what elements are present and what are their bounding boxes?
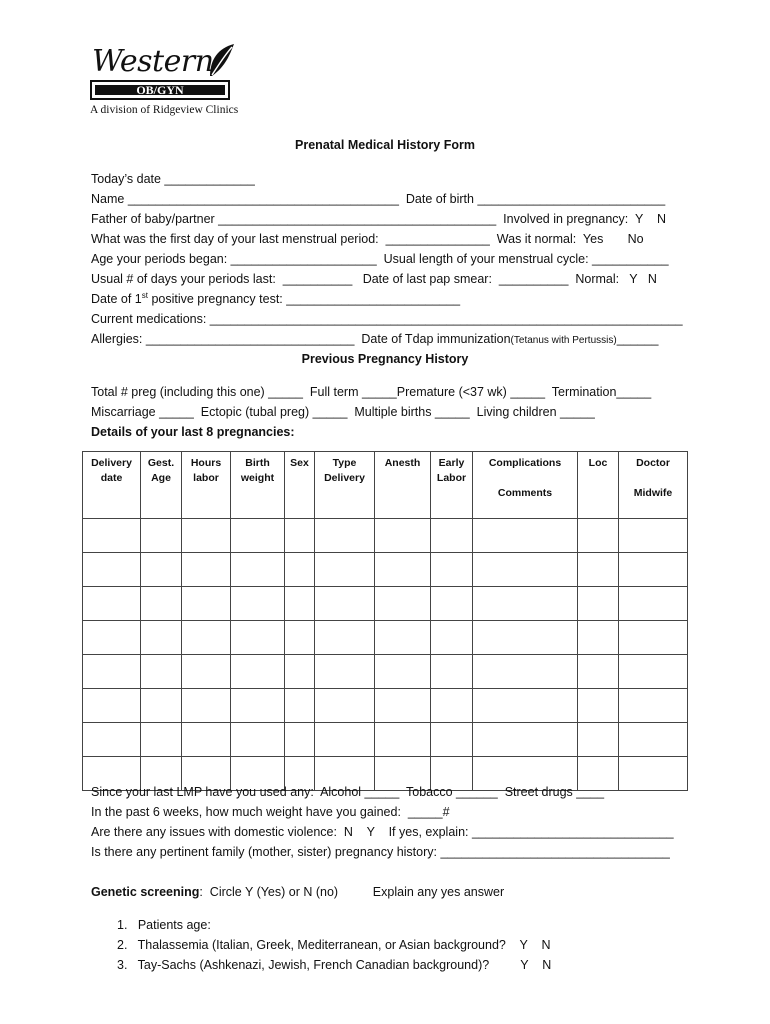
lmp-line[interactable]: What was the first day of your last menstrual period: _______________ Was it normal: Yes No [91, 232, 644, 246]
weight-gain-line[interactable]: In the past 6 weeks, how much weight have you gained: _____# [91, 805, 450, 819]
column-header-text: Birth [245, 457, 270, 469]
column-header-text: Delivery [324, 472, 365, 484]
table-cell[interactable] [473, 723, 578, 757]
table-cell[interactable] [375, 689, 431, 723]
column-header-text: weight [240, 472, 275, 484]
column-header [182, 452, 231, 519]
table-cell[interactable] [231, 553, 285, 587]
table-row [83, 723, 688, 757]
table-body [83, 519, 688, 791]
logo-subtitle: A division of Ridgeview Clinics [90, 104, 239, 116]
genetic-screening-line [91, 884, 504, 900]
table-cell[interactable] [315, 655, 375, 689]
table-cell[interactable] [473, 689, 578, 723]
table-cell[interactable] [182, 621, 231, 655]
leaf-icon [204, 42, 238, 78]
table-cell[interactable] [231, 519, 285, 553]
table-cell[interactable] [141, 621, 182, 655]
column-header-text: Doctor [636, 457, 670, 469]
table-cell[interactable] [231, 621, 285, 655]
pregnancy-test-prefix: Date of 1 [91, 292, 142, 306]
table-cell[interactable] [473, 519, 578, 553]
table-cell[interactable] [182, 689, 231, 723]
genetic-screening-label: Genetic screening [91, 885, 200, 899]
table-cell[interactable] [141, 723, 182, 757]
table-cell[interactable] [141, 689, 182, 723]
table-cell[interactable] [315, 621, 375, 655]
clinic-logo [88, 40, 248, 122]
table-cell[interactable] [285, 723, 315, 757]
table-cell[interactable] [375, 723, 431, 757]
table-cell[interactable] [431, 553, 473, 587]
table-cell[interactable] [83, 723, 141, 757]
table-cell[interactable] [473, 553, 578, 587]
column-header-text: Sex [290, 457, 309, 469]
todays-date-line[interactable]: Today’s date _____________ [91, 172, 255, 186]
genetic-item-thalassemia[interactable]: 2. Thalassemia (Italian, Greek, Mediterranean, or Asian background? Y N [117, 938, 551, 952]
period-days-line[interactable]: Usual # of days your periods last: __________ Date of last pap smear: __________ Normal: Y N [91, 272, 657, 286]
table-row [83, 621, 688, 655]
table-cell[interactable] [431, 655, 473, 689]
name-dob-line[interactable]: Name _______________________________________ Date of birth ___________________________ [91, 192, 666, 206]
logo-wordmark: Western [92, 44, 214, 79]
pregnancy-details-table [82, 451, 688, 791]
column-header [315, 452, 375, 519]
table-cell[interactable] [619, 689, 688, 723]
table-cell[interactable] [375, 655, 431, 689]
column-header-text: labor [193, 472, 219, 484]
table-cell[interactable] [285, 655, 315, 689]
table-cell[interactable] [431, 723, 473, 757]
column-header [285, 452, 315, 519]
column-header-text: Age [151, 472, 171, 484]
table-cell[interactable] [182, 723, 231, 757]
table-cell[interactable] [578, 621, 619, 655]
genetic-screening-text: : Circle Y (Yes) or N (no) Explain any yes answer [199, 885, 505, 899]
column-header-text: Early [438, 457, 465, 469]
table-cell[interactable] [141, 587, 182, 621]
column-header-text: Comments [497, 487, 553, 499]
table-cell[interactable] [375, 519, 431, 553]
column-header-text: Anesth [384, 457, 421, 469]
column-header-text: Gest. [147, 457, 175, 469]
table-cell[interactable] [231, 655, 285, 689]
column-header [619, 452, 688, 519]
column-header [231, 452, 285, 519]
table-cell[interactable] [315, 587, 375, 621]
table-cell[interactable] [473, 621, 578, 655]
table-cell[interactable] [431, 621, 473, 655]
column-header [141, 452, 182, 519]
column-header-text: Loc [588, 457, 608, 469]
table-row [83, 519, 688, 553]
column-header-text: Midwife [633, 487, 673, 499]
column-header [375, 452, 431, 519]
table-header-row [83, 452, 688, 519]
domestic-violence-line[interactable]: Are there any issues with domestic violence: N Y If yes, explain: _____________________________ [91, 825, 674, 839]
table-cell[interactable] [285, 621, 315, 655]
table-cell[interactable] [182, 655, 231, 689]
table-row [83, 587, 688, 621]
genetic-item-tay-sachs[interactable]: 3. Tay-Sachs (Ashkenazi, Jewish, French Canadian background)? Y N [117, 958, 552, 972]
table-cell[interactable] [431, 689, 473, 723]
table-cell[interactable] [315, 553, 375, 587]
table-cell[interactable] [431, 519, 473, 553]
table-cell[interactable] [619, 723, 688, 757]
table-cell[interactable] [315, 723, 375, 757]
table-cell[interactable] [619, 757, 688, 791]
table-cell[interactable] [83, 621, 141, 655]
table-cell[interactable] [285, 689, 315, 723]
table-cell[interactable] [473, 655, 578, 689]
table-cell[interactable] [182, 553, 231, 587]
substance-use-line[interactable]: Since your last LMP have you used any: Alcohol _____ Tobacco ______ Street drugs ____ [91, 785, 605, 799]
column-header [473, 452, 578, 519]
tdap-note: (Tetanus with Pertussis) [510, 335, 617, 346]
table-row [83, 689, 688, 723]
table-cell[interactable] [315, 689, 375, 723]
table-cell[interactable] [285, 553, 315, 587]
logo-obgyn-box [90, 80, 230, 100]
pregnancy-outcomes-line[interactable]: Miscarriage _____ Ectopic (tubal preg) _____ Multiple births _____ Living children _____ [91, 405, 595, 419]
column-header-text: date [100, 472, 123, 484]
table-cell[interactable] [182, 587, 231, 621]
table-cell[interactable] [578, 655, 619, 689]
pregnancy-counts-line[interactable]: Total # preg (including this one) _____ Full term _____Premature (<37 wk) _____ Termination_____ [91, 385, 652, 399]
family-history-line[interactable]: Is there any pertinent family (mother, sister) pregnancy history: _________________________________ [91, 845, 670, 859]
previous-pregnancy-heading: Previous Pregnancy History [301, 352, 469, 366]
genetic-item-age[interactable]: 1. Patients age: [117, 918, 211, 932]
table-cell[interactable] [619, 655, 688, 689]
table-cell[interactable] [231, 689, 285, 723]
table-cell[interactable] [431, 587, 473, 621]
periods-began-line[interactable]: Age your periods began: _____________________ Usual length of your menstrual cycle: ___________ [91, 252, 669, 266]
pregnancy-test-line[interactable] [91, 291, 460, 307]
table-cell[interactable] [83, 655, 141, 689]
logo-obgyn-text: OB/GYN [95, 85, 225, 95]
pregnancy-test-suffix: positive pregnancy test: _________________________ [147, 292, 461, 306]
table-cell[interactable] [141, 519, 182, 553]
allergies-text: Allergies: ______________________________ Date of Tdap immunization [91, 332, 511, 346]
table-cell[interactable] [285, 587, 315, 621]
table-cell[interactable] [315, 519, 375, 553]
column-header [83, 452, 141, 519]
table-cell[interactable] [285, 519, 315, 553]
table-cell[interactable] [578, 689, 619, 723]
tdap-blank: ______ [616, 332, 659, 346]
column-header [431, 452, 473, 519]
details-heading: Details of your last 8 pregnancies: [91, 425, 295, 439]
table-cell[interactable] [83, 553, 141, 587]
column-header-text: Delivery [91, 457, 132, 469]
column-header-text: Complications [488, 457, 562, 469]
medications-line[interactable]: Current medications: ____________________________________________________________________ [91, 312, 683, 326]
table-cell[interactable] [578, 519, 619, 553]
table-cell[interactable] [619, 621, 688, 655]
table-cell[interactable] [141, 655, 182, 689]
father-line[interactable]: Father of baby/partner ________________________________________ Involved in pregnancy: Y N [91, 212, 667, 226]
table-cell[interactable] [375, 553, 431, 587]
column-header [578, 452, 619, 519]
table-cell[interactable] [83, 689, 141, 723]
table-cell[interactable] [578, 587, 619, 621]
column-header-text: Hours [190, 457, 222, 469]
column-header-text: Labor [436, 472, 467, 484]
table-cell[interactable] [141, 553, 182, 587]
table-cell[interactable] [83, 519, 141, 553]
table-cell[interactable] [375, 587, 431, 621]
table-cell[interactable] [619, 587, 688, 621]
table-cell[interactable] [375, 621, 431, 655]
table-cell[interactable] [182, 519, 231, 553]
table-row [83, 655, 688, 689]
column-header-text: Type [332, 457, 357, 469]
table-cell[interactable] [231, 723, 285, 757]
allergies-line[interactable] [91, 331, 658, 349]
table-cell[interactable] [578, 723, 619, 757]
table-cell[interactable] [83, 587, 141, 621]
table-cell[interactable] [619, 519, 688, 553]
pregnancy-test-sup: st [141, 291, 148, 300]
table-cell[interactable] [619, 553, 688, 587]
table-cell[interactable] [473, 587, 578, 621]
table-cell[interactable] [231, 587, 285, 621]
form-title: Prenatal Medical History Form [295, 138, 475, 152]
table-row [83, 553, 688, 587]
table-cell[interactable] [578, 553, 619, 587]
